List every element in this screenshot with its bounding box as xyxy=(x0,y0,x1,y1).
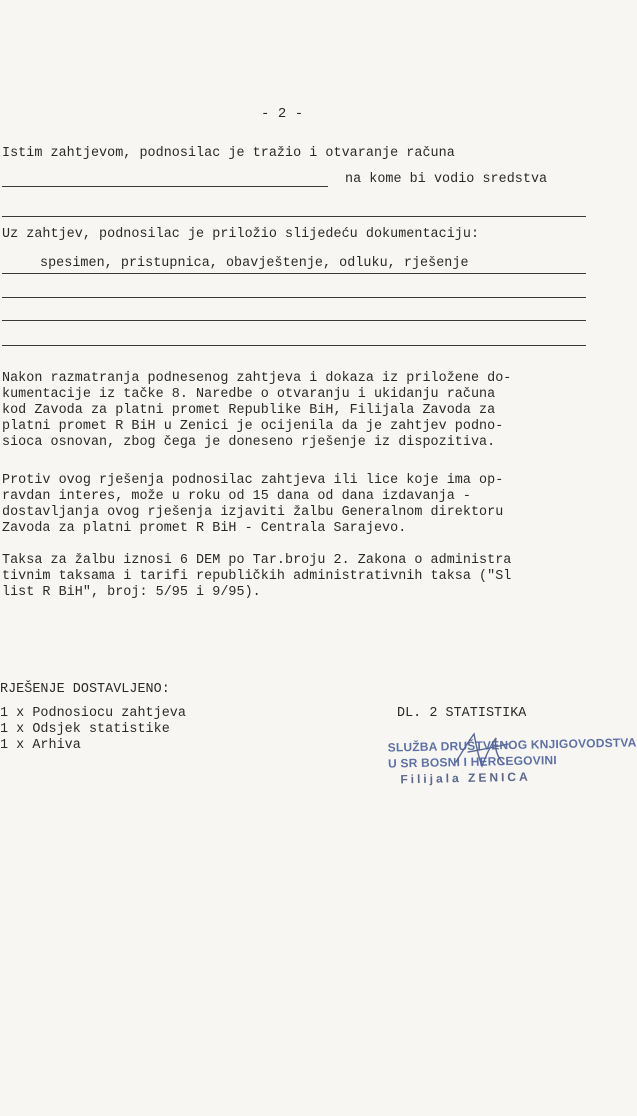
official-stamp xyxy=(388,735,637,786)
paragraph-line: ravdan interes, može u roku od 15 dana od dana izdavanja - xyxy=(2,489,471,504)
stamp-line-2: U SR BOSNI I HERCEGOVINI xyxy=(387,753,557,771)
paragraph-consideration xyxy=(2,371,511,451)
attachments-intro: Uz zahtjev, podnosilac je priložio slijedeću dokumentaciju: xyxy=(2,227,480,242)
request-line-2: na kome bi vodio sredstva xyxy=(345,172,548,187)
paragraph-line: dostavljanja ovog rješenja izjaviti žalbu Generalnom direktoru xyxy=(2,505,504,520)
paragraph-line: list R BiH", broj: 5/95 i 9/95). xyxy=(2,585,261,600)
paragraph-line: Protiv ovog rješenja podnosilac zahtjeva ili lice koje ima op- xyxy=(2,473,504,488)
paragraph-line: Zavoda za platni promet R BiH - Centrala Sarajevo. xyxy=(2,521,407,536)
stamp-line-1: SLUŽBA DRUŠTVENOG KNJIGOVODSTVA xyxy=(387,735,637,755)
paragraph-line: kumentacije iz tačke 8. Naredbe o otvaranju i ukidanju računa xyxy=(2,387,496,402)
delivery-list xyxy=(0,682,186,754)
request-line-1: Istim zahtjevom, podnosilac je tražio i otvaranje računa xyxy=(2,146,455,161)
delivery-item: 1 x Podnosiocu zahtjeva xyxy=(0,706,186,721)
paragraph-line: platni promet R BiH u Zenici je ocijenila da je zahtjev podno- xyxy=(2,419,504,434)
paragraph-line: sioca osnovan, zbog čega je doneseno rješenje iz dispozitiva. xyxy=(2,435,496,450)
blank-line xyxy=(2,216,586,217)
department-label: DL. 2 STATISTIKA xyxy=(397,706,527,721)
blank-line xyxy=(2,345,586,346)
blank-line xyxy=(2,320,586,321)
delivery-heading: RJEŠENJE DOSTAVLJENO: xyxy=(0,682,170,697)
paragraph-line: kod Zavoda za platni promet Republike BiH, Filijala Zavoda za xyxy=(2,403,496,418)
delivery-item: 1 x Odsjek statistike xyxy=(0,722,170,737)
stamp-line-3: Filijala ZENICA xyxy=(400,769,531,787)
paragraph-line: tivnim taksama i tarifi republičkih administrativnih taksa ("Sl xyxy=(2,569,512,584)
blank-line-account xyxy=(2,186,328,187)
page-number: - 2 - xyxy=(261,106,304,122)
blank-line xyxy=(2,273,586,274)
paragraph-appeal xyxy=(2,473,503,537)
paragraph-line: Nakon razmatranja podnesenog zahtjeva i dokaza iz priložene do- xyxy=(2,371,512,386)
delivery-item: 1 x Arhiva xyxy=(0,738,81,753)
paragraph-fee xyxy=(2,553,511,601)
blank-line xyxy=(2,297,586,298)
attachments-list: spesimen, pristupnica, obavještenje, odluku, rješenje xyxy=(40,256,469,271)
paragraph-line: Taksa za žalbu iznosi 6 DEM po Tar.broju 2. Zakona o administra xyxy=(2,553,512,568)
